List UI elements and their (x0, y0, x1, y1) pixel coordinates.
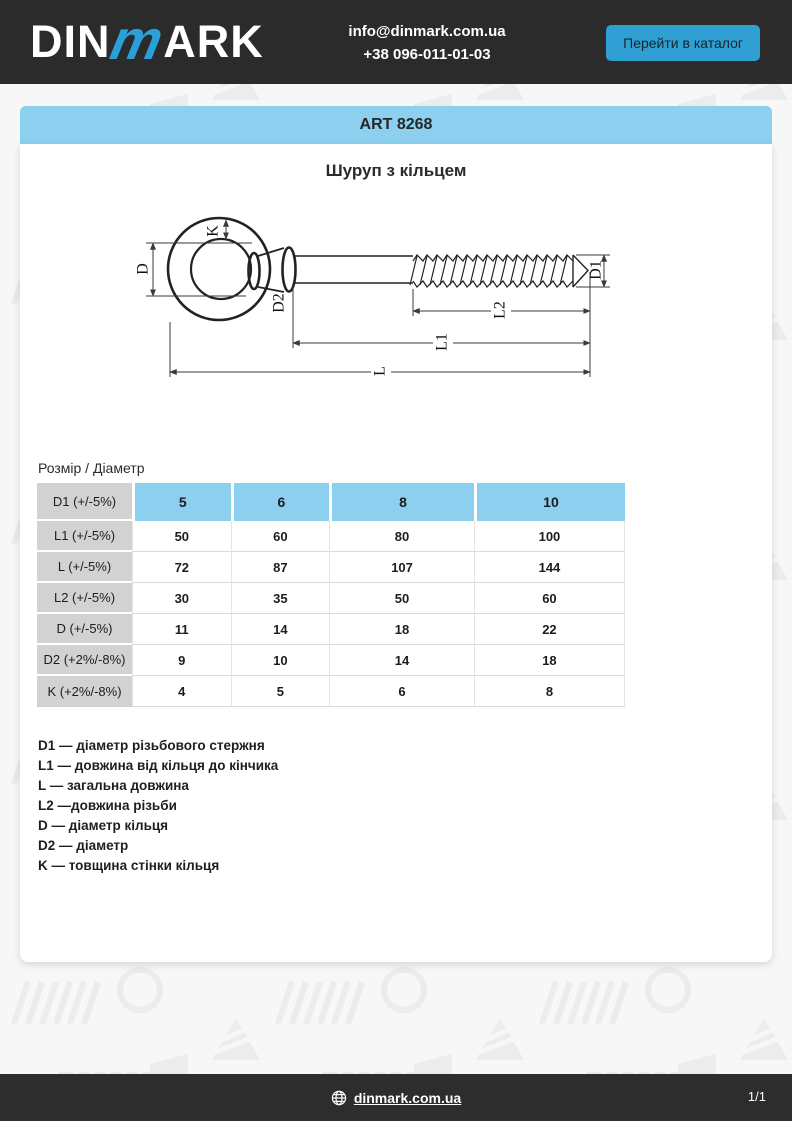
table-row (37, 645, 625, 676)
shank (294, 256, 413, 283)
cell: 10 (231, 645, 330, 676)
contact-email: info@dinmark.com.ua (348, 23, 506, 40)
cell: 30 (132, 583, 231, 614)
go-to-catalog-button[interactable]: Перейти в каталог (606, 25, 760, 61)
logo-din: DIN (30, 16, 111, 67)
legend-item: D2 — діаметр (38, 838, 129, 853)
table-caption: Розмір / Діаметр (38, 460, 145, 476)
product-title: Шуруп з кільцем (325, 161, 467, 180)
cell: 22 (474, 614, 625, 645)
cell: 72 (132, 552, 231, 583)
footer (0, 1074, 792, 1121)
cell: 144 (474, 552, 625, 583)
legend-item: K — товщина стінки кільця (38, 858, 220, 873)
cell: 18 (329, 614, 474, 645)
header-cell: 8 (329, 483, 474, 521)
table-row (37, 676, 625, 707)
cell: 14 (231, 614, 330, 645)
cell: 11 (132, 614, 231, 645)
legend-item: L — загальна довжина (38, 778, 189, 793)
row-label: D2 (+2%/-8%) (37, 645, 132, 676)
cell: 35 (231, 583, 330, 614)
cell: 6 (329, 676, 474, 707)
table-header-row (37, 483, 625, 521)
art-number-banner (20, 106, 772, 144)
row-label: D1 (+/-5%) (37, 483, 132, 521)
dim-label-k: K (204, 225, 222, 237)
art-number: ART 8268 (359, 116, 433, 133)
ring-inner (191, 239, 251, 299)
cell: 87 (231, 552, 330, 583)
legend-item: L2 —довжина різьби (38, 798, 177, 813)
cell: 107 (329, 552, 474, 583)
legend-item: L1 — довжина від кільця до кінчика (38, 758, 279, 773)
cell: 50 (132, 521, 231, 552)
cell: 80 (329, 521, 474, 552)
collar-face (283, 248, 296, 292)
row-label: L1 (+/-5%) (37, 521, 132, 552)
table-row (37, 614, 625, 645)
row-label: K (+2%/-8%) (37, 676, 132, 707)
dim-label-d2: D2 (270, 293, 288, 313)
cell: 4 (132, 676, 231, 707)
logo-ark: ARK (163, 16, 264, 67)
technical-drawing (128, 198, 628, 390)
legend-item: D — діаметр кільця (38, 818, 169, 833)
cell: 14 (329, 645, 474, 676)
cell: 100 (474, 521, 625, 552)
header-cell: 5 (132, 483, 231, 521)
cell: 5 (231, 676, 330, 707)
dim-label-l1: L1 (433, 333, 451, 351)
cell: 18 (474, 645, 625, 676)
cell: 9 (132, 645, 231, 676)
table-row (37, 583, 625, 614)
globe-icon (331, 1090, 347, 1106)
table-row (37, 521, 625, 552)
contact-block (322, 20, 532, 66)
footer-site (0, 1074, 792, 1121)
cell: 8 (474, 676, 625, 707)
dim-label-d: D (134, 263, 152, 275)
header (0, 0, 792, 84)
dinmark-logo: DINmARK (30, 8, 264, 71)
dim-label-l: L (371, 366, 389, 376)
cell: 60 (474, 583, 625, 614)
dimension-legend (38, 736, 278, 876)
dim-label-l2: L2 (491, 301, 509, 319)
contact-phone: +38 096-011-01-03 (363, 46, 491, 63)
thread (410, 255, 573, 287)
header-cell: 6 (231, 483, 330, 521)
size-table (37, 483, 625, 707)
legend-item: D1 — діаметр різьбового стержня (38, 738, 265, 753)
row-label: L2 (+/-5%) (37, 583, 132, 614)
product-card (20, 144, 772, 962)
row-label: D (+/-5%) (37, 614, 132, 645)
cell: 50 (329, 583, 474, 614)
site-link[interactable]: dinmark.com.ua (353, 1089, 462, 1106)
table-row (37, 552, 625, 583)
header-cell: 10 (474, 483, 625, 521)
screw-tip (573, 255, 588, 287)
cell: 60 (231, 521, 330, 552)
row-label: L (+/-5%) (37, 552, 132, 583)
page-number: 1/1 (747, 1089, 766, 1104)
dim-label-d1: D1 (587, 260, 605, 280)
